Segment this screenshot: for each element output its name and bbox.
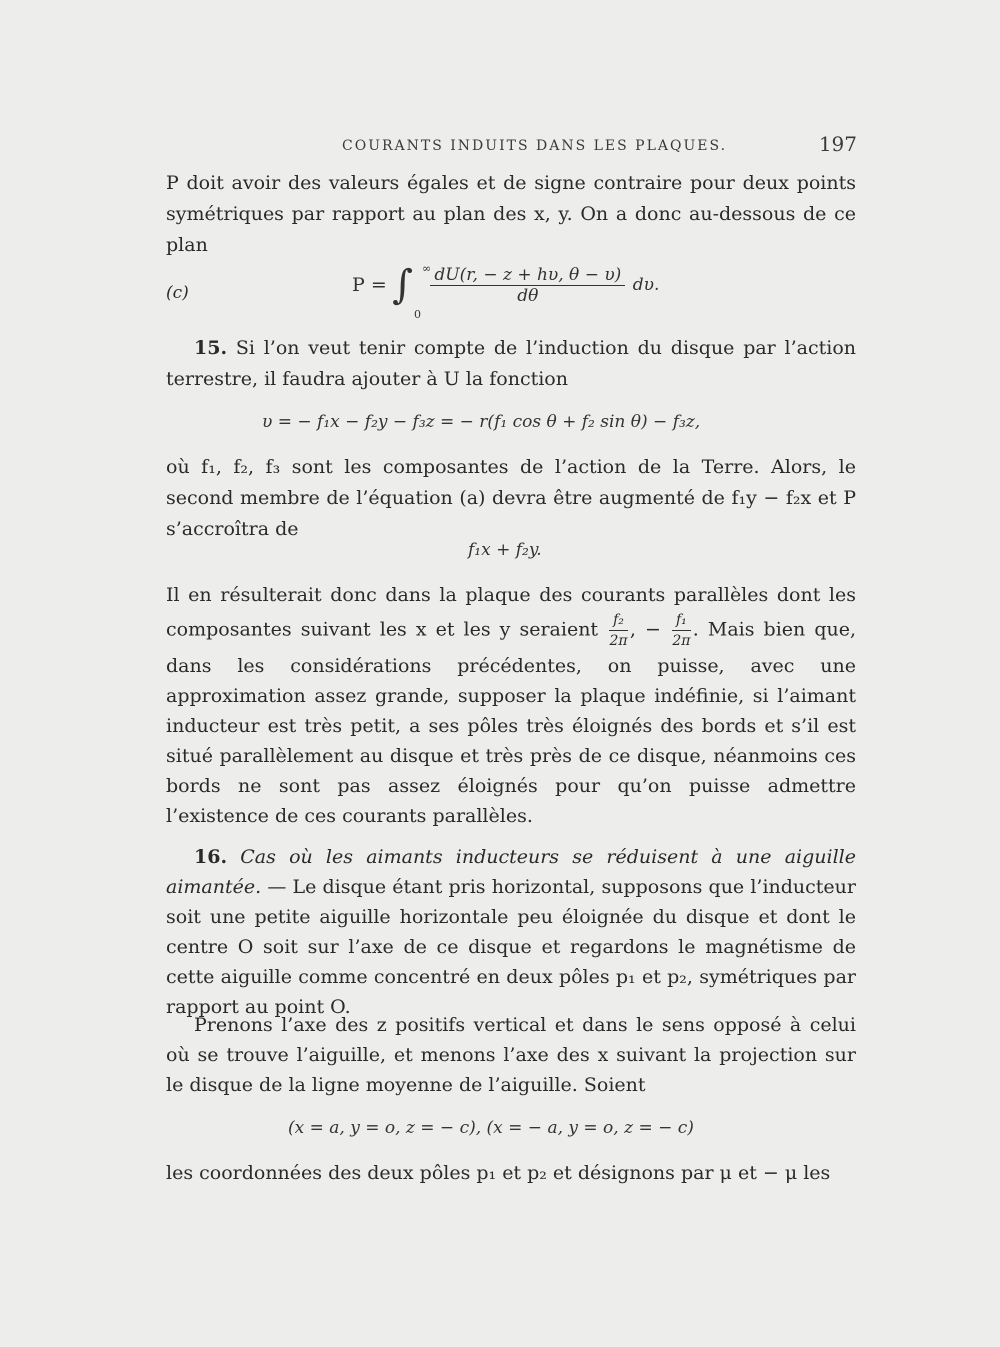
equation-v: υ = − f₁x − f₂y − f₃z = − r(f₁ cos θ + f₂ sin θ) − f₃z, bbox=[262, 412, 701, 432]
page-header bbox=[162, 132, 857, 162]
paragraph-16 bbox=[166, 842, 856, 1022]
fraction-denominator: dθ bbox=[517, 285, 539, 306]
equation-lhs: P = bbox=[352, 274, 387, 296]
fraction-f1-numerator: f₁ bbox=[672, 610, 691, 631]
equation-coordinates: (x = a, y = o, z = − c), (x = − a, y = o, z = − c) bbox=[288, 1118, 694, 1138]
paragraph-text-end: . Mais bien que, dans les considérations précédentes, on puisse, avec une approximation assez grande, supposer la plaque indéfinie, si l’aimant inducteur est très petit, a ses pôles très éloignés des bords et s’il est situé parallèlement au disque et très près de ce disque, néanmoins ces bords ne sont pas assez éloignés pour qu’on puisse admettre l’existence de ces courants parallèles. bbox=[166, 618, 857, 827]
running-head: COURANTS INDUITS DANS LES PLAQUES. bbox=[342, 138, 728, 154]
paragraph-15-text: Si l’on veut tenir compte de l’induction du disque par l’action terrestre, il faudra ajouter à U la fonction bbox=[166, 337, 857, 390]
paragraph-15 bbox=[166, 333, 856, 395]
paragraph-earth-action: où f₁, f₂, f₃ sont les composantes de l’action de la Terre. Alors, le second membre de l’équation (a) devra être augmenté de f₁y − f₂x et P s’accroîtra de bbox=[166, 456, 856, 540]
equation-tail: dυ. bbox=[632, 275, 660, 295]
equation-tag: (c) bbox=[166, 283, 189, 303]
equation-increment: f₁x + f₂y. bbox=[468, 540, 542, 560]
fraction-f1-denominator: 2π bbox=[672, 633, 691, 649]
fraction-f2-numerator: f₂ bbox=[609, 610, 628, 631]
paragraph-axes: Prenons l’axe des z positifs vertical et dans le sens opposé à celui où se trouve l’aiguille, et menons l’axe des x suivant la projection sur le disque de la ligne moyenne de l’aiguille. Soient bbox=[166, 1014, 856, 1096]
section-number: 15. bbox=[194, 337, 228, 359]
integral-sign-icon: ∫ bbox=[392, 262, 413, 308]
integral-lower-limit: 0 bbox=[414, 308, 421, 321]
paragraph-poles: les coordonnées des deux pôles p₁ et p₂ et désignons par μ et − μ les bbox=[166, 1162, 831, 1184]
fraction-f2-denominator: 2π bbox=[609, 633, 628, 649]
integral-upper-limit: ∞ bbox=[422, 262, 432, 275]
paragraph-16-text: — Le disque étant pris horizontal, supposons que l’inducteur soit une petite aiguille horizontale peu éloignée du disque et dont le centre O soit sur l’axe de ce disque et regardons le magnétisme de cette aiguille comme concentré en deux pôles p₁ et p₂, symétriques par rapport au point O. bbox=[166, 876, 856, 1018]
section-title: Cas où les aimants inducteurs se réduisent à une aiguille aimantée. bbox=[166, 846, 856, 898]
paragraph-text-start: Il en résulterait donc dans la plaque des courants parallèles dont les composantes suivant les x et les y seraient bbox=[166, 584, 856, 641]
paragraph-parallel-currents bbox=[166, 580, 856, 831]
page-number: 197 bbox=[818, 132, 857, 156]
paragraph-intro: P doit avoir des valeurs égales et de signe contraire pour deux points symétriques par rapport au plan des x, y. On a donc au-dessous de ce plan bbox=[166, 172, 856, 256]
fraction-separator: , − bbox=[629, 618, 661, 641]
section-number: 16. bbox=[194, 846, 228, 868]
fraction-numerator: dU(r, − z + hυ, θ − υ) bbox=[430, 265, 625, 286]
